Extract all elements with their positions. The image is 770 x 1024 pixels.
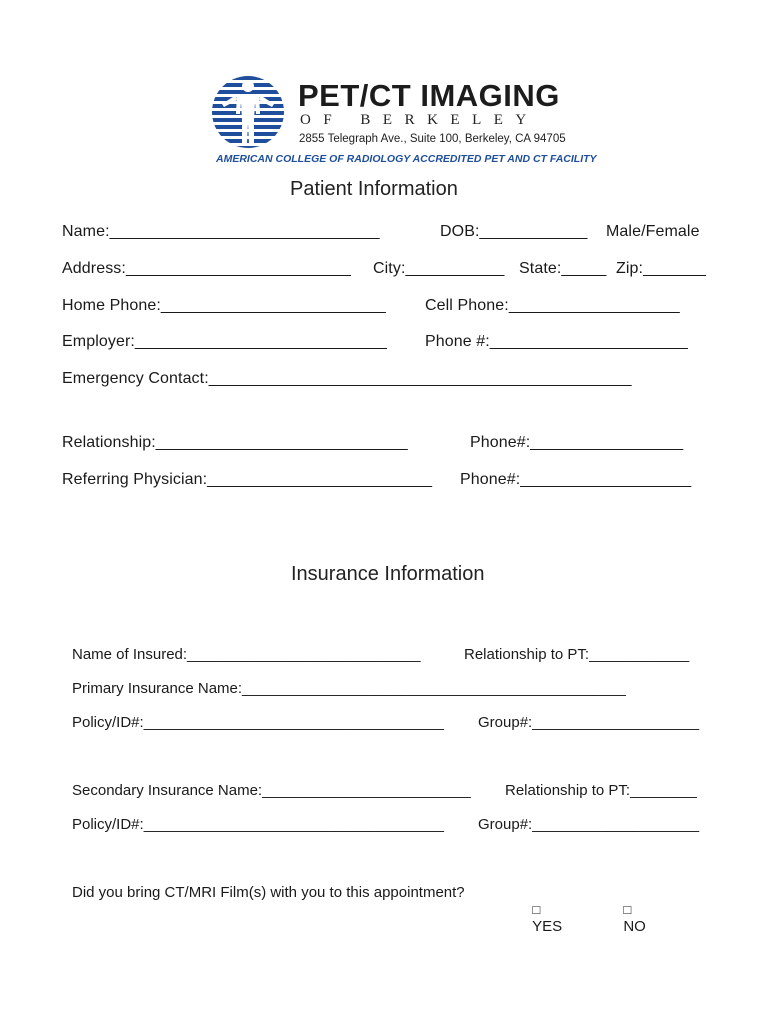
address-field[interactable]: Address:_________________________ bbox=[62, 260, 351, 277]
patient-info-heading: Patient Information bbox=[290, 178, 458, 200]
relationship-to-pt-field-2[interactable]: Relationship to PT:________ bbox=[505, 782, 697, 799]
dob-field[interactable]: DOB:____________ bbox=[440, 223, 588, 240]
relationship-to-pt-field[interactable]: Relationship to PT:____________ bbox=[464, 646, 690, 663]
cell-phone-field[interactable]: Cell Phone:___________________ bbox=[425, 297, 680, 314]
state-field[interactable]: State:_____ bbox=[519, 260, 607, 277]
no-label: NO bbox=[623, 918, 646, 935]
relationship-field[interactable]: Relationship:____________________________ bbox=[62, 434, 408, 451]
yes-label: YES bbox=[532, 918, 563, 935]
no-option[interactable] bbox=[615, 884, 646, 935]
logo-address: 2855 Telegraph Ave., Suite 100, Berkeley, CA 94705 bbox=[299, 133, 566, 145]
referring-phone-field[interactable]: Phone#:___________________ bbox=[460, 471, 692, 488]
checkbox-icon[interactable]: □ bbox=[532, 902, 541, 917]
policy-id-field-2[interactable]: Policy/ID#:____________________________________ bbox=[72, 816, 445, 833]
secondary-insurance-name-field[interactable]: Secondary Insurance Name:_________________________ bbox=[72, 782, 471, 799]
film-question: Did you bring CT/MRI Film(s) with you to this appointment? bbox=[72, 884, 465, 901]
sex-field[interactable]: Male/Female bbox=[606, 223, 700, 240]
group-field-2[interactable]: Group#:____________________ bbox=[478, 816, 700, 833]
primary-insurance-name-field[interactable]: Primary Insurance Name:______________________________________________ bbox=[72, 680, 626, 697]
zip-field[interactable]: Zip:_______ bbox=[616, 260, 707, 277]
insurance-info-heading: Insurance Information bbox=[291, 563, 485, 585]
name-field[interactable]: Name:______________________________ bbox=[62, 223, 380, 240]
group-field-1[interactable]: Group#:____________________ bbox=[478, 714, 700, 731]
relationship-phone-field[interactable]: Phone#:_________________ bbox=[470, 434, 684, 451]
employer-field[interactable]: Employer:____________________________ bbox=[62, 333, 387, 350]
referring-physician-field[interactable]: Referring Physician:_________________________ bbox=[62, 471, 433, 488]
logo-accreditation: AMERICAN COLLEGE OF RADIOLOGY ACCREDITED PET AND CT FACILITY bbox=[216, 153, 597, 165]
logo-title: PET/CT IMAGING bbox=[298, 78, 560, 113]
policy-id-field-1[interactable]: Policy/ID#:____________________________________ bbox=[72, 714, 445, 731]
name-of-insured-field[interactable]: Name of Insured:____________________________ bbox=[72, 646, 421, 663]
city-field[interactable]: City:___________ bbox=[373, 260, 505, 277]
logo-subtitle: OF BERKELEY bbox=[300, 112, 539, 128]
emergency-contact-field[interactable]: Emergency Contact:_______________________________________________ bbox=[62, 370, 632, 387]
checkbox-icon[interactable]: □ bbox=[623, 902, 632, 917]
home-phone-field[interactable]: Home Phone:_________________________ bbox=[62, 297, 386, 314]
human-figure-globe-icon bbox=[210, 74, 286, 150]
employer-phone-field[interactable]: Phone #:______________________ bbox=[425, 333, 688, 350]
yes-option[interactable] bbox=[524, 884, 562, 935]
